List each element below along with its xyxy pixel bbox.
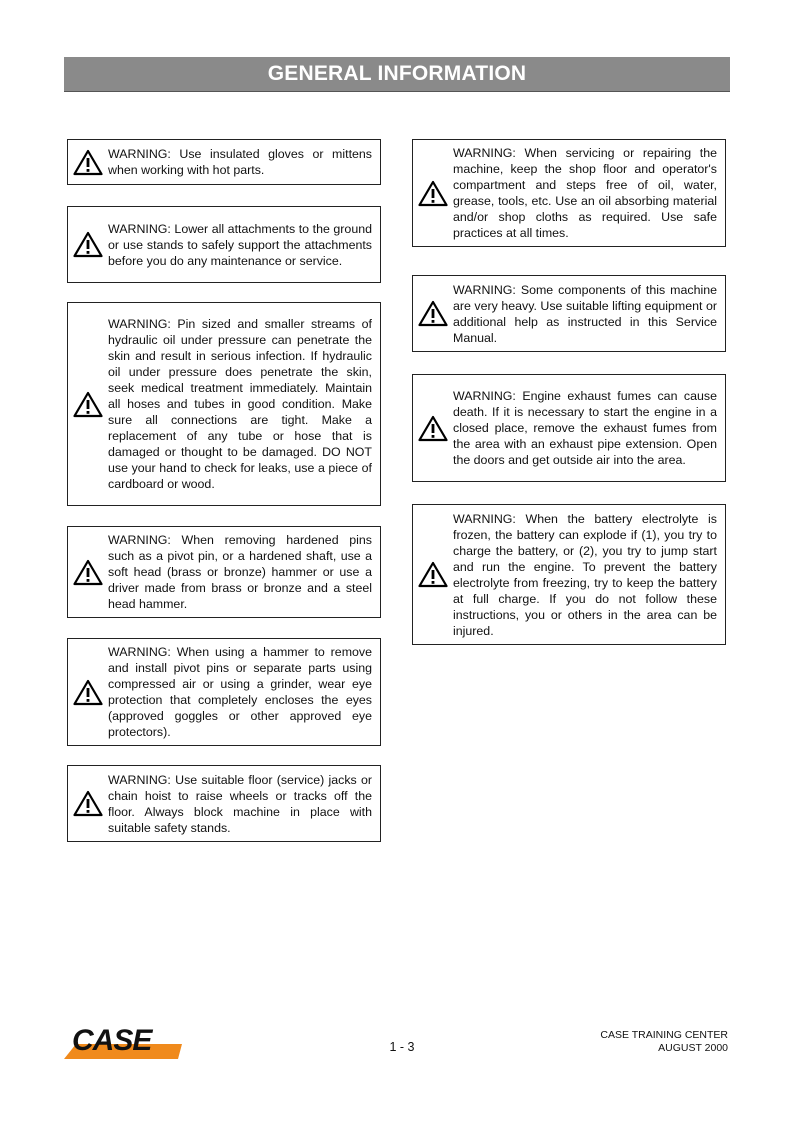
warning-text: WARNING: When using a hammer to remove and install pivot pins or separate parts using compressed air or using a grinder, wear eye protection that completely encloses the eyes (approved goggles or other approved eye protectors). (108, 645, 372, 739)
warning-box (67, 206, 381, 283)
warning-text: WARNING: When the battery electrolyte is frozen, the battery can explode if (1), you try to charge the battery, or (2), you try to jump start and run the engine. To prevent the battery electrolyte from freezing, try to keep the battery at full charge. If you do not follow these instructions, you or others in the area can be injured. (453, 511, 717, 638)
warning-triangle-icon (68, 149, 108, 176)
header-bar (64, 57, 730, 92)
case-logo (64, 1020, 182, 1060)
warning-triangle-icon (68, 231, 108, 258)
warning-box (412, 374, 726, 482)
warning-box (412, 504, 726, 645)
warning-text: WARNING: Use insulated gloves or mittens when working with hot parts. (108, 147, 372, 177)
warning-text: WARNING: Lower all attachments to the ground or use stands to safely support the attachments before you do any maintenance or service. (108, 221, 372, 268)
warning-triangle-icon (68, 391, 108, 418)
warning-triangle-icon (413, 300, 453, 327)
footer-info (600, 1029, 728, 1055)
training-center-name: CASE TRAINING CENTER (600, 1029, 728, 1041)
warning-text: WARNING: When servicing or repairing the machine, keep the shop floor and operator's compartment and steps free of oil, water, grease, tools, etc. Use an oil absorbing material and/or shop cloths as required. Use safe practices at all times. (453, 146, 717, 240)
warning-text: WARNING: Engine exhaust fumes can cause death. If it is necessary to start the engine in a closed place, remove the exhaust fumes from the area with an exhaust pipe extension. Open the doors and get outside air into the area. (453, 389, 717, 467)
page-number: 1 - 3 (389, 1040, 415, 1054)
warning-triangle-icon (68, 679, 108, 706)
warning-box (67, 526, 381, 618)
warning-box (412, 139, 726, 247)
page-title: GENERAL INFORMATION (267, 62, 527, 85)
warning-triangle-icon (68, 559, 108, 586)
warning-text: WARNING: When removing hardened pins such as a pivot pin, or a hardened shaft, use a soft head (brass or bronze) hammer or use a driver made from brass or bronze and a steel head hammer. (108, 533, 372, 611)
warning-text: WARNING: Some components of this machine are very heavy. Use suitable lifting equipment or additional help as instructed in this Service Manual. (453, 282, 717, 345)
warning-text: WARNING: Use suitable floor (service) jacks or chain hoist to raise wheels or tracks off the floor. Always block machine in place with suitable safety stands. (108, 772, 372, 835)
warning-box (67, 302, 381, 506)
warning-text: WARNING: Pin sized and smaller streams of hydraulic oil under pressure can penetrate the skin and result in serious infection. If hydraulic oil under pressure does penetrate the skin, seek medical treatment immediately. Maintain all hoses and tubes in good condition. Make sure all connections are tight. Make a replacement of any tube or hose that is damaged or thought to be damaged. DO NOT use your hand to check for leaks, use a piece of cardboard or wood. (108, 317, 372, 491)
svg-text:CASE: CASE (72, 1024, 152, 1057)
warning-triangle-icon (413, 180, 453, 207)
warning-triangle-icon (413, 415, 453, 442)
warning-box (67, 638, 381, 746)
warning-triangle-icon (413, 561, 453, 588)
warning-triangle-icon (68, 790, 108, 817)
publication-date: AUGUST 2000 (658, 1042, 728, 1054)
warning-box (67, 765, 381, 842)
warning-box (67, 139, 381, 185)
warning-box (412, 275, 726, 352)
